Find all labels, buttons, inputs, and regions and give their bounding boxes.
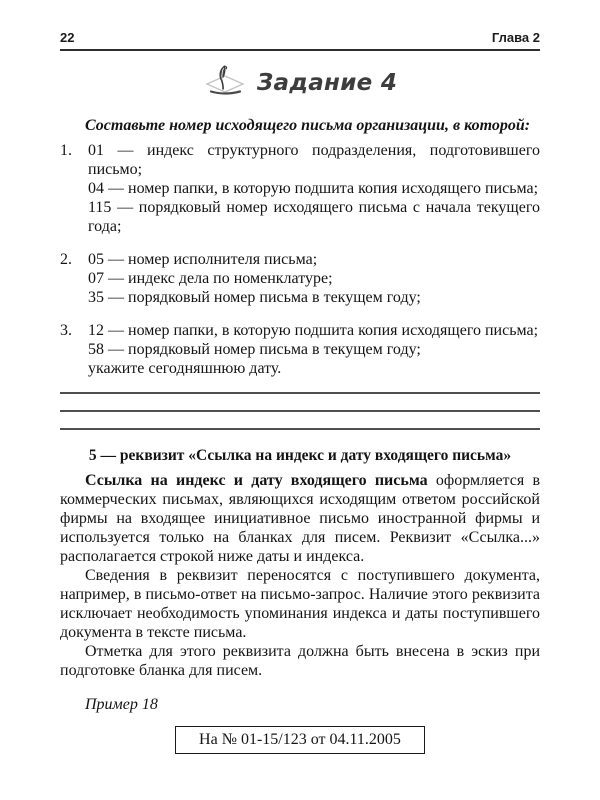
running-header bbox=[60, 30, 540, 51]
task-item-3 bbox=[60, 321, 540, 378]
item-entry: 05 — номер исполнителя письма; bbox=[88, 251, 318, 268]
item-number: 1. bbox=[60, 142, 72, 159]
example-label: Пример 18 bbox=[85, 696, 158, 713]
paragraph-1-rest: оформляется в коммерческих письмах, являющихся исходящим ответом российской фирмы на входящее инициативное письмо иностранной фирмы и используется только на бланках для писем. Реквизит «Ссылка...» располагается строкой ниже даты и индекса. bbox=[60, 472, 540, 565]
item-entry: 115 — порядковый номер исходящего письма с начала текущего года; bbox=[88, 199, 540, 235]
paragraph-1 bbox=[60, 471, 540, 566]
quill-icon bbox=[203, 63, 247, 102]
item-number: 2. bbox=[60, 251, 72, 268]
item-entry: 12 — номер папки, в которую подшита копия исходящего письма; bbox=[88, 322, 539, 339]
item-body bbox=[88, 250, 540, 307]
item-entry: 58 — порядковый номер письма в текущем году; bbox=[88, 341, 421, 358]
task-title: Задание 4 bbox=[256, 69, 398, 96]
item-entry: 04 — номер папки, в которую подшита копия исходящего письма; bbox=[88, 180, 539, 197]
task-item-2 bbox=[60, 250, 540, 307]
task-prompt: Составьте номер исходящего письма организации, в которой: bbox=[85, 117, 531, 134]
answer-line bbox=[60, 412, 540, 430]
answer-line bbox=[60, 394, 540, 412]
task-header bbox=[60, 63, 540, 102]
page-number: 22 bbox=[60, 30, 75, 45]
answer-line bbox=[60, 384, 540, 394]
section-heading: 5 — реквизит «Ссылка на индекс и дату входящего письма» bbox=[88, 447, 512, 464]
item-entry: 01 — индекс структурного подразделения, подготовившего письмо; bbox=[88, 142, 540, 178]
paragraph-2: Сведения в реквизит переносятся с поступившего документа, например, в письмо-ответ на письмо-запрос. Наличие этого реквизита исключает необходимость упоминания индекса и даты поступившего документа в тексте письма. bbox=[60, 567, 540, 641]
task-list bbox=[60, 141, 540, 378]
task-item-1 bbox=[60, 141, 540, 236]
answer-lines bbox=[60, 384, 540, 430]
item-entry: укажите сегодняшнюю дату. bbox=[88, 360, 282, 377]
chapter-label: Глава 2 bbox=[491, 30, 540, 45]
paragraph-3: Отметка для этого реквизита должна быть внесена в эскиз при подготовке бланка для писем. bbox=[60, 643, 540, 679]
item-entry: 35 — порядковый номер письма в текущем году; bbox=[88, 289, 421, 306]
item-number: 3. bbox=[60, 322, 72, 339]
item-body bbox=[88, 321, 540, 378]
item-entry: 07 — индекс дела по номенклатуре; bbox=[88, 270, 333, 287]
item-body bbox=[88, 141, 540, 236]
paragraph-1-bold-lead: Ссылка на индекс и дату входящего письма bbox=[85, 472, 428, 489]
example-box: На № 01-15/123 от 04.11.2005 bbox=[175, 726, 425, 754]
